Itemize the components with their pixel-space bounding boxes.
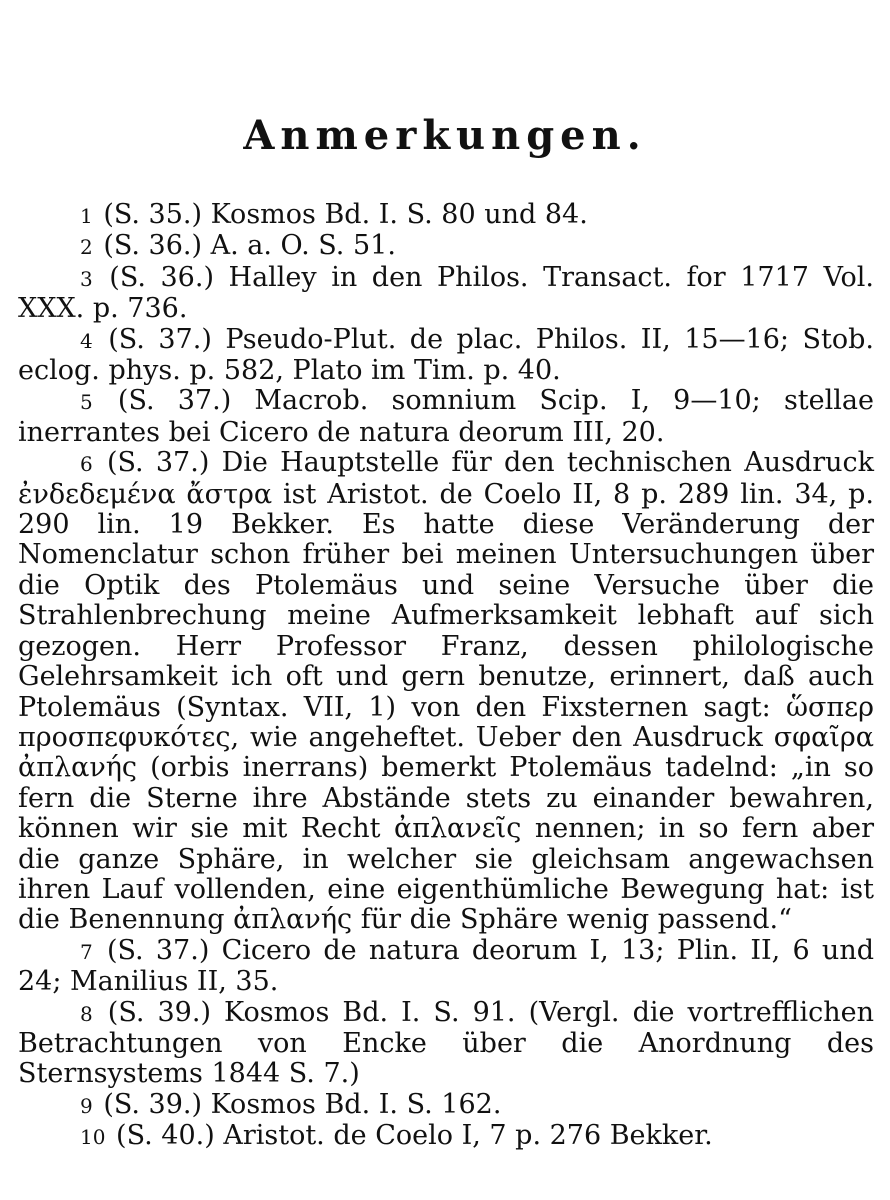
note-number: 2 bbox=[80, 235, 93, 260]
note-text: (S. 40.) Aristot. de Coelo I, 7 p. 276 Bekker. bbox=[116, 1120, 713, 1152]
note-number: 3 bbox=[80, 266, 93, 291]
note-3 bbox=[18, 263, 874, 325]
note-5 bbox=[18, 386, 874, 448]
note-text: (S. 37.) Die Hauptstelle für den technischen Ausdruck ἐνδεδεμένα ἄστρα ist Aristot. de Coelo II, 8 p. 289 lin. 34, p. 290 lin. 19 Bekker. Es hatte diese Veränderung der Nomenclatur schon früher bei meinen Untersuchungen über die Optik des Ptolemäus und seine Versuche über die Strahlenbrechung meine Aufmerksamkeit lebhaft auf sich gezogen. Herr Professor Franz, dessen philologische Gelehrsamkeit ich oft und gern benutze, erinnert, daß auch Ptolemäus (Syntax. VII, 1) von den Fixsternen sagt: ὥσπερ προσπεφυκότες, wie angeheftet. Ueber den Ausdruck σφαῖρα ἀπλανής (orbis inerrans) bemerkt Ptolemäus tadelnd: „in so fern die Sterne ihre Abstände stets zu einander bewahren, können wir sie mit Recht ἀπλανεῖς nennen; in so fern aber die ganze Sphäre, in welcher sie gleichsam angewachsen ihren Lauf vollenden, eine eigenthümliche Bewegung hat: ist die Benennung ἀπλανής für die Sphäre wenig passend.“ bbox=[18, 447, 874, 936]
note-number: 10 bbox=[80, 1125, 106, 1150]
note-10 bbox=[18, 1121, 874, 1152]
note-text: (S. 37.) Macrob. somnium Scip. I, 9—10; stellae inerrantes bei Cicero de natura deorum III, 20. bbox=[18, 385, 874, 448]
note-number: 6 bbox=[80, 452, 93, 477]
note-8 bbox=[18, 998, 874, 1090]
note-number: 7 bbox=[80, 939, 93, 964]
note-number: 8 bbox=[80, 1001, 93, 1026]
note-9 bbox=[18, 1090, 874, 1121]
note-text: (S. 39.) Kosmos Bd. I. S. 162. bbox=[103, 1088, 502, 1120]
note-number: 9 bbox=[80, 1093, 93, 1118]
note-text: (S. 36.) Halley in den Philos. Transact. for 1717 Vol. XXX. p. 736. bbox=[18, 261, 874, 325]
note-4 bbox=[18, 325, 874, 387]
note-1 bbox=[18, 200, 874, 231]
note-text: (S. 36.) A. a. O. S. 51. bbox=[103, 230, 396, 262]
note-number: 1 bbox=[80, 204, 93, 228]
notes-list bbox=[18, 200, 874, 1153]
note-text: (S. 37.) Pseudo-Plut. de plac. Philos. II, 15—16; Stob. eclog. phys. p. 582, Plato im Tim. p. 40. bbox=[18, 323, 874, 387]
note-7 bbox=[18, 936, 874, 998]
note-text: (S. 37.) Cicero de natura deorum I, 13; Plin. II, 6 und 24; Manilius II, 35. bbox=[18, 934, 874, 998]
note-number: 5 bbox=[80, 390, 93, 415]
note-2 bbox=[18, 231, 874, 262]
note-6 bbox=[18, 448, 874, 936]
note-text: (S. 35.) Kosmos Bd. I. S. 80 und 84. bbox=[103, 199, 588, 230]
page-title: Anmerkungen. bbox=[243, 112, 647, 159]
note-text: (S. 39.) Kosmos Bd. I. S. 91. (Vergl. die vortrefflichen Betrachtungen von Encke über die Anordnung des Sternsystems 1844 S. 7.) bbox=[18, 996, 874, 1090]
note-number: 4 bbox=[80, 328, 93, 353]
